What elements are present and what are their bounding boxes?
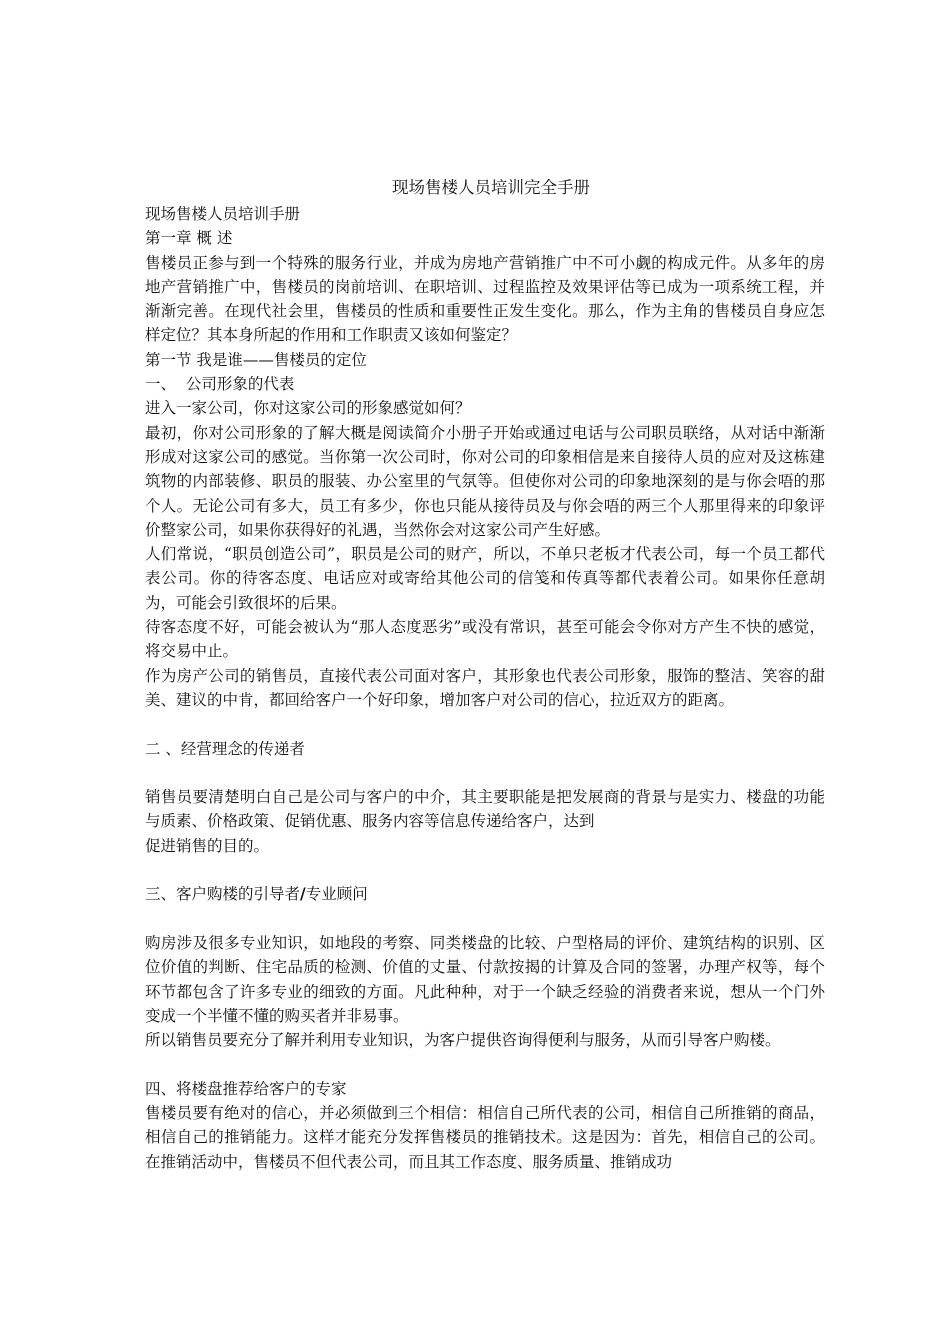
document-page (145, 176, 825, 1174)
heading-company-image: 一、 公司形象的代表 (145, 375, 295, 394)
blank-line (145, 907, 825, 931)
heading-slash: / (300, 884, 306, 904)
paragraph-guide-customers: 所以销售员要充分了解并利用专业知识，为客户提供咨询得便利与服务，从而引导客户购楼。 (145, 1031, 781, 1050)
paragraph-promote-sales: 促进销售的目的。 (145, 836, 270, 855)
blank-line (145, 761, 825, 785)
heading-purchase-guide-part2: 专业顾问 (305, 885, 368, 904)
paragraph-first-impression: 最初，你对公司形象的了解大概是阅读简介小册子开始或通过电话与公司职员联络，从对话中渐渐形成对这家公司的感觉。当你第一次公司时，你对公司的印象相信是来自接待人员的应对及这栋建筑物的内部装修、职员的服装、办公室里的气氛等。但使你对公司的印象地深刻的是与你会唔的那个人。无论公司有多大，员工有多少，你也只能从接待员及与你会唔的两三个人那里得来的印象评价整家公司，如果你获得好的礼遇，当然你会对这家公司产生好感。 (145, 423, 825, 539)
paragraph-salesperson-image: 作为房产公司的销售员，直接代表公司面对客户，其形象也代表公司形象，服饰的整洁、笑容的甜美、建议的中肯，都回给客户一个好印象，增加客户对公司的信心，拉近双方的距离。 (145, 666, 825, 709)
blank-line (145, 712, 825, 736)
intro-paragraph: 售楼员正参与到一个特殊的服务行业，并成为房地产营销推广中不可小觑的构成元件。从多年的房地产营销推广中，售楼员的岗前培训、在职培训、过程监控及效果评估等已成为一项系统工程，并渐渐完善。在现代社会里，售楼员的性质和重要性正发生变化。那么，作为主角的售楼员自身应怎样定位？其本身所起的作用和工作职责又该如何鉴定？ (145, 253, 825, 345)
paragraph-question: 进入一家公司，你对这家公司的形象感觉如何？ (145, 399, 471, 418)
heading-business-philosophy: 二 、经营理念的传递者 (145, 739, 305, 758)
chapter-heading: 第一章 概 述 (145, 229, 233, 248)
paragraph-three-beliefs: 售楼员要有绝对的信心，并必须做到三个相信：相信自己所代表的公司，相信自己所推销的商品，相信自己的推销能力。这样才能充分发挥售楼员的推销技术。这是因为：首先，相信自己的公司。在推销活动中，售楼员不但代表公司，而且其工作态度、服务质量、推销成功 (145, 1103, 825, 1171)
paragraph-staff-create-company: 人们常说，“职员创造公司”，职员是公司的财产，所以，不单只老板才代表公司，每一个员工都代表公司。你的待客态度、电话应对或寄给其他公司的信笺和传真等都代表着公司。如果你任意胡为，可能会引致很坏的后果。 (145, 545, 825, 612)
paragraph-intermediary: 销售员要清楚明白自己是公司与客户的中介，其主要职能是把发展商的背景与是实力、楼盘的功能与质素、价格政策、促销优惠、服务内容等信息传递给客户，达到 (145, 788, 825, 831)
section-heading: 第一节 我是谁——售楼员的定位 (145, 350, 367, 369)
blank-line (145, 1052, 825, 1076)
document-subtitle: 现场售楼人员培训手册 (145, 205, 301, 223)
blank-line (145, 858, 825, 882)
heading-purchase-guide (145, 882, 825, 906)
heading-recommendation-expert: 四、将楼盘推荐给客户的专家 (145, 1079, 347, 1098)
paragraph-bad-attitude: 待客态度不好，可能会被认为“那人态度恶劣”或没有常识，甚至可能会令你对方产生不快的感觉，将交易中止。 (145, 618, 825, 661)
document-title: 现场售楼人员培训完全手册 (392, 178, 590, 197)
heading-purchase-guide-part1: 三、客户购楼的引导者 (145, 885, 301, 904)
paragraph-professional-knowledge: 购房涉及很多专业知识，如地段的考察、同类楼盘的比较、户型格局的评价、建筑结构的识别、区位价值的判断、住宅品质的检测、价值的丈量、付款按揭的计算及合同的签署，办理产权等，每个环节都包含了许多专业的细致的方面。凡此种种，对于一个缺乏经验的消费者来说，想从一个门外变成一个半懂不懂的购买者并非易事。 (145, 933, 825, 1025)
